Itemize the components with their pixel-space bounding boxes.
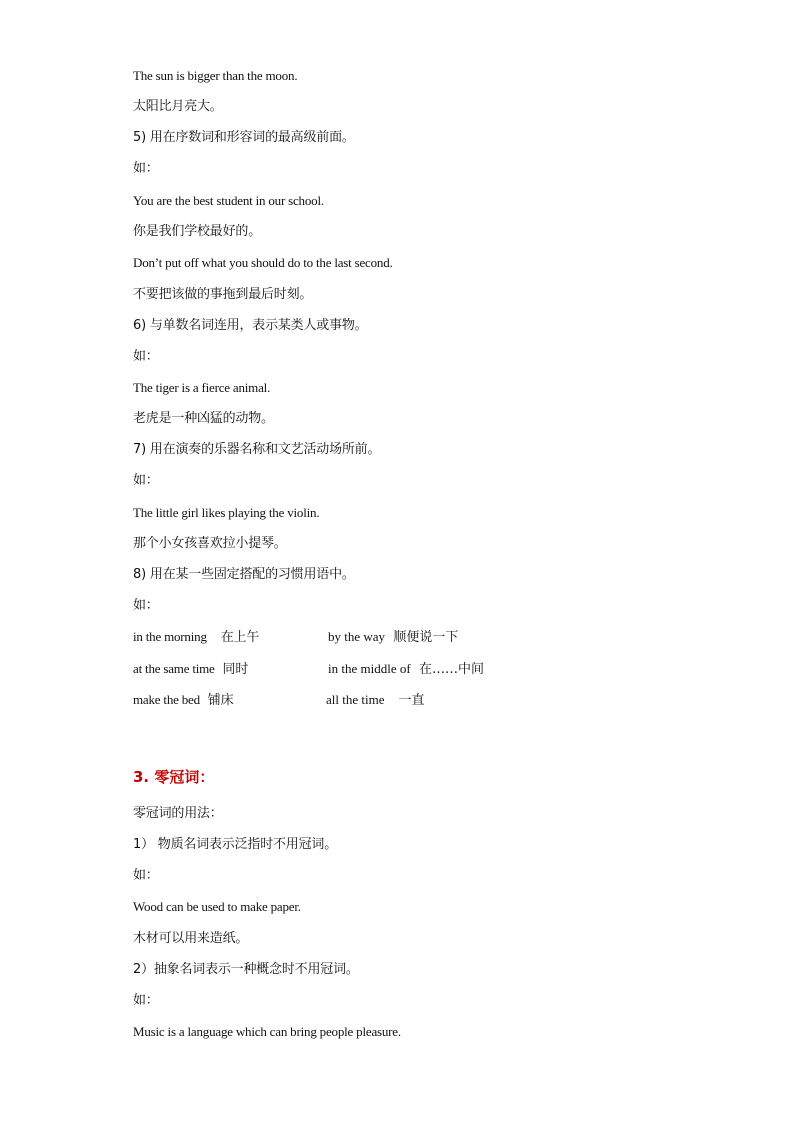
phrase-en: all the time — [326, 692, 385, 707]
rule-item-8: 8) 用在某一些固定搭配的习惯用语中。 — [133, 567, 355, 582]
phrase-en: make the bed — [133, 692, 200, 707]
phrase-row — [133, 660, 248, 679]
example-sentence-en: You are the best student in our school. — [133, 193, 324, 208]
example-sentence-en: Don’t put off what you should do to the last second. — [133, 255, 393, 270]
example-sentence-en: The tiger is a fierce animal. — [133, 380, 271, 395]
example-sentence-en: The sun is bigger than the moon. — [133, 68, 298, 83]
example-sentence-zh: 那个小女孩喜欢拉小提琴。 — [133, 536, 287, 551]
rule-item-5: 5) 用在序数词和形容词的最高级前面。 — [133, 130, 355, 145]
example-sentence-zh: 太阳比月亮大。 — [133, 99, 223, 114]
phrase-cell — [328, 628, 458, 647]
phrase-zh: 一直 — [398, 693, 425, 708]
example-label: 如： — [133, 993, 159, 1008]
example-label: 如： — [133, 598, 159, 613]
example-sentence-en: Music is a language which can bring people pleasure. — [133, 1024, 401, 1039]
phrase-en: in the middle of — [328, 661, 411, 676]
rule-item-2: 2）抽象名词表示一种概念时不用冠词。 — [133, 962, 359, 977]
example-label: 如： — [133, 868, 159, 883]
rule-item-7: 7) 用在演奏的乐器名称和文艺活动场所前。 — [133, 442, 381, 457]
phrase-zh: 在……中间 — [418, 662, 484, 677]
phrase-en: at the same time — [133, 661, 215, 676]
phrase-zh: 在上午 — [220, 630, 260, 645]
phrase-en: by the way — [328, 629, 386, 644]
example-sentence-zh: 不要把该做的事拖到最后时刻。 — [133, 287, 313, 302]
example-label: 如： — [133, 473, 159, 488]
example-label: 如： — [133, 349, 159, 364]
phrase-cell — [328, 660, 484, 679]
example-sentence-zh: 老虎是一种凶猛的动物。 — [133, 411, 274, 426]
phrase-cell — [326, 691, 425, 710]
phrase-zh: 顺便说一下 — [393, 630, 459, 645]
phrase-row — [133, 628, 259, 647]
example-sentence-en: Wood can be used to make paper. — [133, 899, 301, 914]
phrase-en: in the morning — [133, 629, 207, 644]
phrase-zh: 铺床 — [207, 693, 234, 708]
rule-item-1: 1） 物质名词表示泛指时不用冠词。 — [133, 837, 338, 852]
example-sentence-zh: 你是我们学校最好的。 — [133, 224, 262, 239]
example-sentence-en: The little girl likes playing the violin. — [133, 505, 320, 520]
phrase-zh: 同时 — [222, 662, 249, 677]
rule-item-6: 6) 与单数名词连用，表示某类人或事物。 — [133, 318, 368, 333]
example-label: 如： — [133, 161, 159, 176]
example-sentence-zh: 木材可以用来造纸。 — [133, 931, 249, 946]
phrase-row — [133, 691, 233, 710]
section-heading: 3. 零冠词： — [133, 768, 215, 786]
section-intro: 零冠词的用法： — [133, 806, 223, 821]
